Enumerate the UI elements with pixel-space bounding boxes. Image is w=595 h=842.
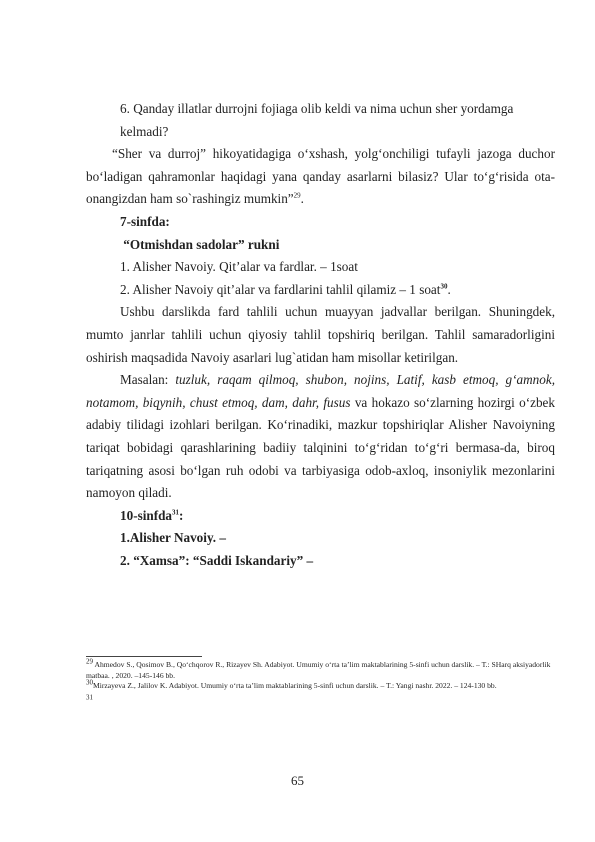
document-body	[86, 98, 555, 572]
paragraph-2-rest: va hokazo so‘zlarning hozirgi o‘zbek adabiy tilidagi izohlari berilgan. Ko‘rinadiki, mazkur topshiriqlar Alisher Navoiyning tariqat bobidagi qarashlarining badiiy talqinini to‘g‘ridan to‘g‘ri bermasa-da, biroq tariqatning asosi bo‘lgan ruh odobi va tarbiyasiga odob-axloq, insoniylik mezonlarini namoyon qiladi.	[86, 394, 556, 501]
sher-paragraph-end: .	[300, 191, 304, 207]
grade-7-heading: 7-sinfda:	[120, 213, 170, 229]
footnote-29	[86, 657, 555, 681]
footnote-30-text: Mirzayeva Z., Jalilov K. Adabiyot. Umumiy o‘rta ta’lim maktablarining 5-sinfi uchun darslik. – T.: Yangi nashr. 2022. – 124-130 bb.	[93, 681, 497, 691]
paragraph-2-lead: Masalan:	[120, 372, 176, 388]
heading-xamsa: 2. “Xamsa”: “Saddi Iskandariy” –	[120, 552, 314, 568]
list-item-1: 1. Alisher Navoiy. Qit’alar va fardlar. – 1soat	[120, 259, 358, 275]
footnotes	[86, 657, 555, 706]
paragraph-1: Ushbu darslikda fard tahlili uchun muayyan jadvallar berilgan. Shuningdek, mumto janrlar tahlili uchun qiyosiy tahlil topshiriq berilgan. Tahlil samaradorligini oshirish maqsadida Navoiy asarlari lug`atidan ham misollar ketirilgan.	[86, 304, 555, 365]
heading-alisher-navoiy: 1.Alisher Navoiy. –	[120, 530, 226, 546]
sher-paragraph-text: “Sher va durroj” hikoyatidagiga o‘xshash, yolg‘onchiligi tufayli jazoga duchor bo‘ladigan qahramonlar haqidagi yana qanday asarlarni bilasiz? Ular to‘g‘risida ota-onangizdan ham so`rashingiz mumkin”	[86, 146, 555, 207]
footnote-31-number: 31	[86, 693, 93, 702]
question-6-line-1: 6. Qanday illatlar durrojni fojiaga olib keldi va nima uchun sher yordamga	[120, 101, 514, 116]
footnote-ref-29[interactable]: 29	[293, 191, 301, 200]
footnote-29-number: 29	[86, 657, 93, 666]
footnote-30-number: 30	[86, 678, 93, 687]
sher-paragraph	[86, 143, 555, 211]
paragraph-2	[86, 369, 555, 505]
list-item-2	[86, 279, 555, 302]
list-item-2-text: 2. Alisher Navoiy qit’alar va fardlarini tahlil qilamiz – 1 soat	[120, 281, 441, 297]
grade-10-heading	[86, 505, 555, 528]
page-number: 65	[291, 773, 304, 788]
list-item-2-end: .	[447, 281, 451, 297]
footnote-30	[86, 678, 555, 692]
question-6-line-2: kelmadi?	[120, 123, 169, 139]
footnote-ref-30[interactable]: 30	[440, 282, 448, 291]
footnote-divider	[86, 656, 202, 657]
footnote-ref-31[interactable]: 31	[172, 508, 180, 517]
grade-10-end: :	[179, 507, 184, 523]
footnote-29-text: Ahmedov S., Qosimov B., Qo‘chqorov R., Rizayev Sh. Adabiyot. Umumiy o‘rta ta’lim maktablarining 5-sinfi uchun darslik. – T.: SHarq aksiyadorlik matbaa. , 2020. –145-146 bb.	[86, 660, 551, 680]
footnote-31	[86, 693, 555, 707]
paragraph-2-italic-words: tuzluk, raqam qilmoq, shubon, nojins, Latif, kasb etmoq, g‘amnok, notamom, biqynih, chust etmoq, dam, dahr, fusus	[86, 372, 555, 410]
grade-10-text: 10-sinfda	[120, 507, 173, 523]
section-title: “Otmishdan sadolar” rukni	[120, 236, 280, 252]
